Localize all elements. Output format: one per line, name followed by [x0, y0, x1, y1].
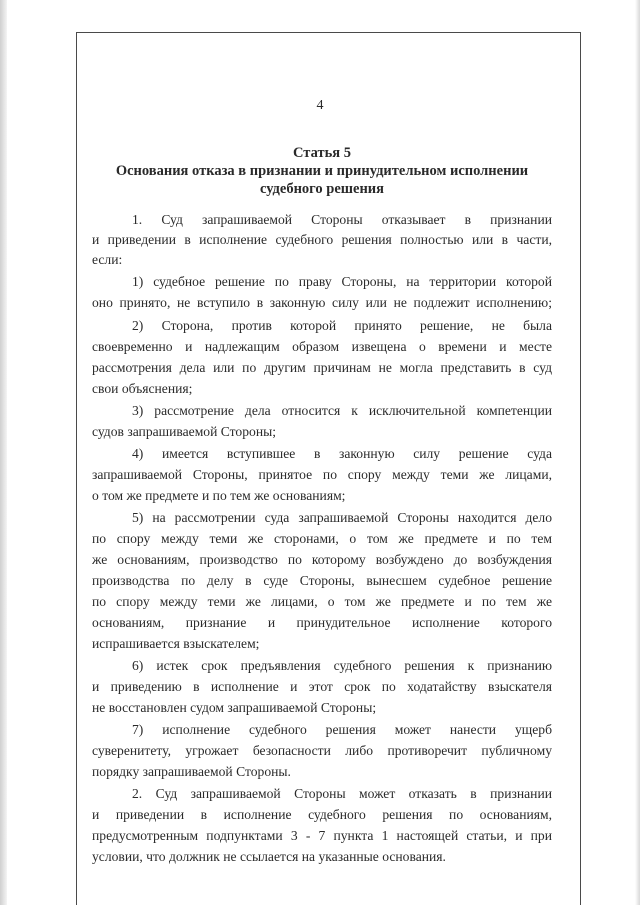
- text-line: 2. Суд запрашиваемой Стороны может отказать в признании: [132, 786, 552, 801]
- text-line: же основаниям, производство по которому возбуждено до возбуждения: [92, 552, 552, 567]
- text-line: не восстановлен судом запрашиваемой Стороны;: [92, 700, 377, 715]
- text-line: рассмотрения дела или по другим причинам не могла представить в суд: [92, 360, 552, 375]
- article-title-line-1: Основания отказа в признании и принудительном исполнении: [115, 163, 529, 179]
- text-line: порядку запрашиваемой Стороны.: [92, 764, 291, 779]
- frame-right-border: [580, 32, 581, 905]
- text-line: испрашивается взыскателем;: [92, 636, 260, 651]
- text-line: запрашиваемой Стороны, принятое по спору между теми же лицами,: [92, 467, 552, 482]
- text-line: по спору между теми же лицами, о том же предмете и по тем же: [92, 594, 552, 609]
- article-title-line-2: судебного решения: [259, 181, 385, 197]
- text-line: и приведению в исполнение и этот срок по ходатайству взыскателя: [92, 679, 552, 694]
- text-line: о том же предмете и по тем же основаниям;: [92, 488, 346, 503]
- text-line: основаниям, признание и принудительное исполнение которого: [92, 615, 552, 630]
- text-line: и приведении в исполнение судебного решения по основаниям,: [92, 807, 552, 822]
- text-line: если:: [92, 252, 123, 267]
- text-line: суверенитету, угрожает безопасности либо противоречит публичному: [92, 743, 552, 758]
- text-line: и приведении в исполнение судебного решения полностью или в части,: [92, 232, 552, 247]
- scan-edge-right: [635, 0, 640, 905]
- text-line: своевременно и надлежащим образом извещена о времени и месте: [92, 339, 552, 354]
- text-line: условии, что должник не ссылается на указанные основания.: [92, 849, 446, 864]
- page-number: 4: [316, 98, 324, 113]
- text-line: 7) исполнение судебного решения может нанести ущерб: [132, 722, 552, 737]
- text-line: по спору между теми же сторонами, о том же предмете и по тем: [92, 531, 552, 546]
- frame-top-border: [76, 32, 581, 33]
- article-number: Статья 5: [293, 145, 351, 161]
- text-line: 1) судебное решение по праву Стороны, на территории которой: [132, 274, 552, 289]
- text-line: 3) рассмотрение дела относится к исключительной компетенции: [132, 403, 552, 418]
- text-line: 4) имеется вступившее в законную силу решение суда: [132, 446, 552, 461]
- text-line: 5) на рассмотрении суда запрашиваемой Стороны находится дело: [132, 510, 552, 525]
- text-line: 2) Сторона, против которой принято решение, не была: [132, 318, 552, 333]
- text-line: производства по делу в суде Стороны, вынесшем судебное решение: [92, 573, 552, 588]
- text-line: судов запрашиваемой Стороны;: [92, 424, 276, 439]
- text-line: 1. Суд запрашиваемой Стороны отказывает в признании: [132, 212, 552, 227]
- scan-edge-left: [0, 0, 7, 905]
- text-line: свои объяснения;: [92, 381, 193, 396]
- text-line: 6) истек срок предъявления судебного решения к признанию: [132, 658, 552, 673]
- text-line: оно принято, не вступило в законную силу или не подлежит исполнению;: [92, 295, 552, 310]
- text-line: предусмотренным подпунктами 3 - 7 пункта 1 настоящей статьи, и при: [92, 828, 552, 843]
- frame-left-border: [76, 32, 77, 905]
